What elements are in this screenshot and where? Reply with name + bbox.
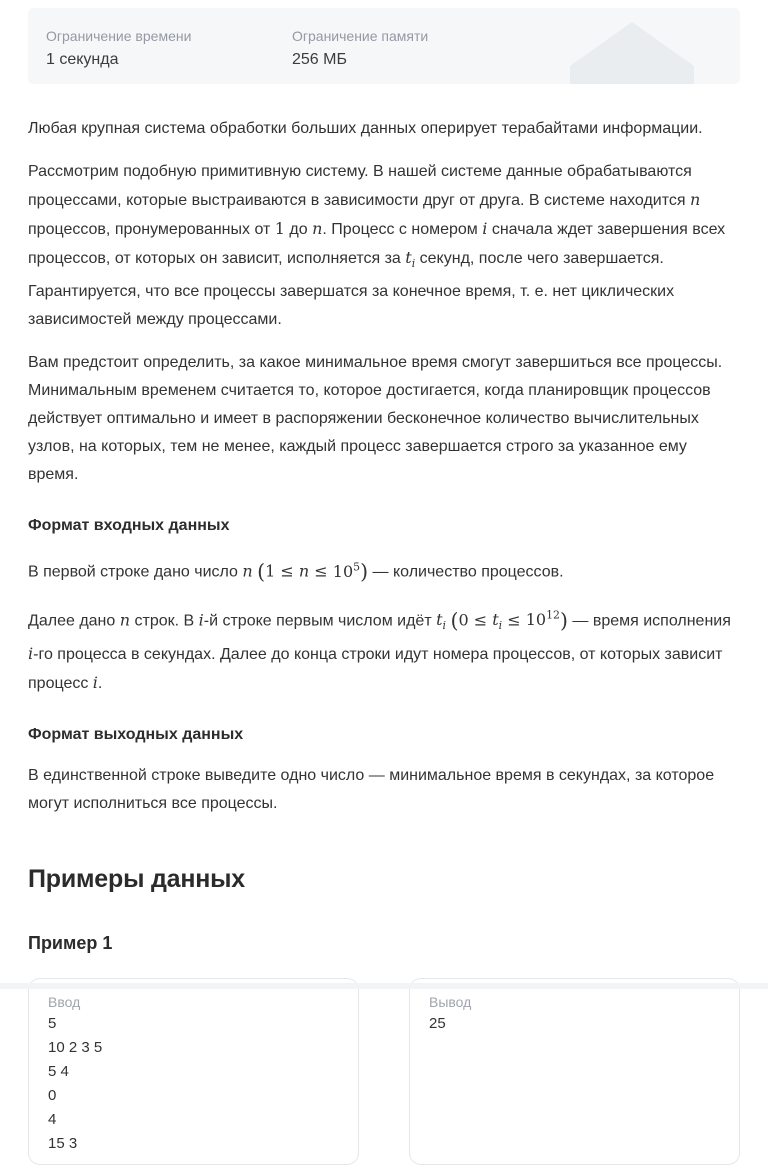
memory-limit-block — [292, 28, 428, 70]
samples-section-heading: Примеры данных — [28, 865, 245, 894]
shield-watermark-icon — [570, 22, 694, 84]
samples-row — [28, 978, 740, 1165]
time-limit-label: Ограничение времени — [46, 28, 192, 44]
sample-input-label: Ввод — [48, 994, 81, 1011]
paragraph-input-2: Далее дано n строк. В i-й строке первым числом идёт $t_i$ $(0 \le t_i \le 10^{12})$ — время исполнения i-го процесса в секундах. Далее до конца строки идут номера процессов, от которых зависит процесс i. — [28, 607, 731, 693]
sample-line: 5 — [48, 1015, 57, 1033]
sample-line: 4 — [48, 1111, 57, 1129]
sample-output-box — [409, 978, 740, 1165]
sample-output-content[interactable] — [429, 1012, 720, 1036]
sample-output-label: Вывод — [429, 994, 472, 1011]
memory-limit-value: 256 МБ — [292, 51, 347, 68]
paragraph-task: Вам предстоит определить, за какое минимальное время смогут завершиться все процессы. Минимальным временем считается то, которое достигается, когда планировщик процессов действует оптимально и имеет в распоряжении бесконечное количество вычислительных узлов, на которых, тем не менее, каждый процесс завершается строго за указанное ему время. — [28, 354, 723, 484]
memory-limit-label: Ограничение памяти — [292, 28, 429, 44]
limits-card — [28, 8, 740, 84]
time-limit-value: 1 секунда — [46, 51, 119, 68]
sample-line: 0 — [48, 1087, 57, 1105]
sample-line: 25 — [429, 1015, 446, 1033]
sample-input-box — [28, 978, 359, 1165]
time-limit-block — [46, 28, 292, 70]
paragraph-output: В единственной строке выведите одно число — минимальное время в секундах, за которое могут исполниться все процессы. — [28, 767, 715, 813]
paragraph-system: Рассмотрим подобную примитивную систему. В нашей системе данные обрабатываются процессами, которые выстраиваются в зависимости друг от друга. В системе находится n процессов, пронумерованных от 1 до n. Процесс с номером i сначала ждет завершения всех процессов, от которых он зависит, исполняется за $t_i$ секунд, после чего завершается. Гарантируется, что все процессы завершатся за конечное время, т. е. нет циклических зависимостей между процессами. — [28, 163, 726, 329]
paragraph-intro: Любая крупная система обработки больших данных оперирует терабайтами информации. — [28, 120, 703, 137]
statement-body — [28, 115, 740, 818]
sample-line: 5 4 — [48, 1063, 69, 1081]
sample-input-content[interactable] — [48, 1012, 339, 1156]
output-format-heading: Формат выходных данных — [28, 726, 244, 744]
input-format-heading: Формат входных данных — [28, 517, 230, 535]
sample-line: 15 3 — [48, 1135, 78, 1153]
paragraph-input-1: В первой строке дано число n $(1 \le n \le 10^5)$ — количество процессов. — [28, 559, 564, 584]
example-1-title: Пример 1 — [28, 933, 113, 954]
next-section-edge — [0, 983, 768, 989]
sample-line: 10 2 3 5 — [48, 1039, 103, 1057]
